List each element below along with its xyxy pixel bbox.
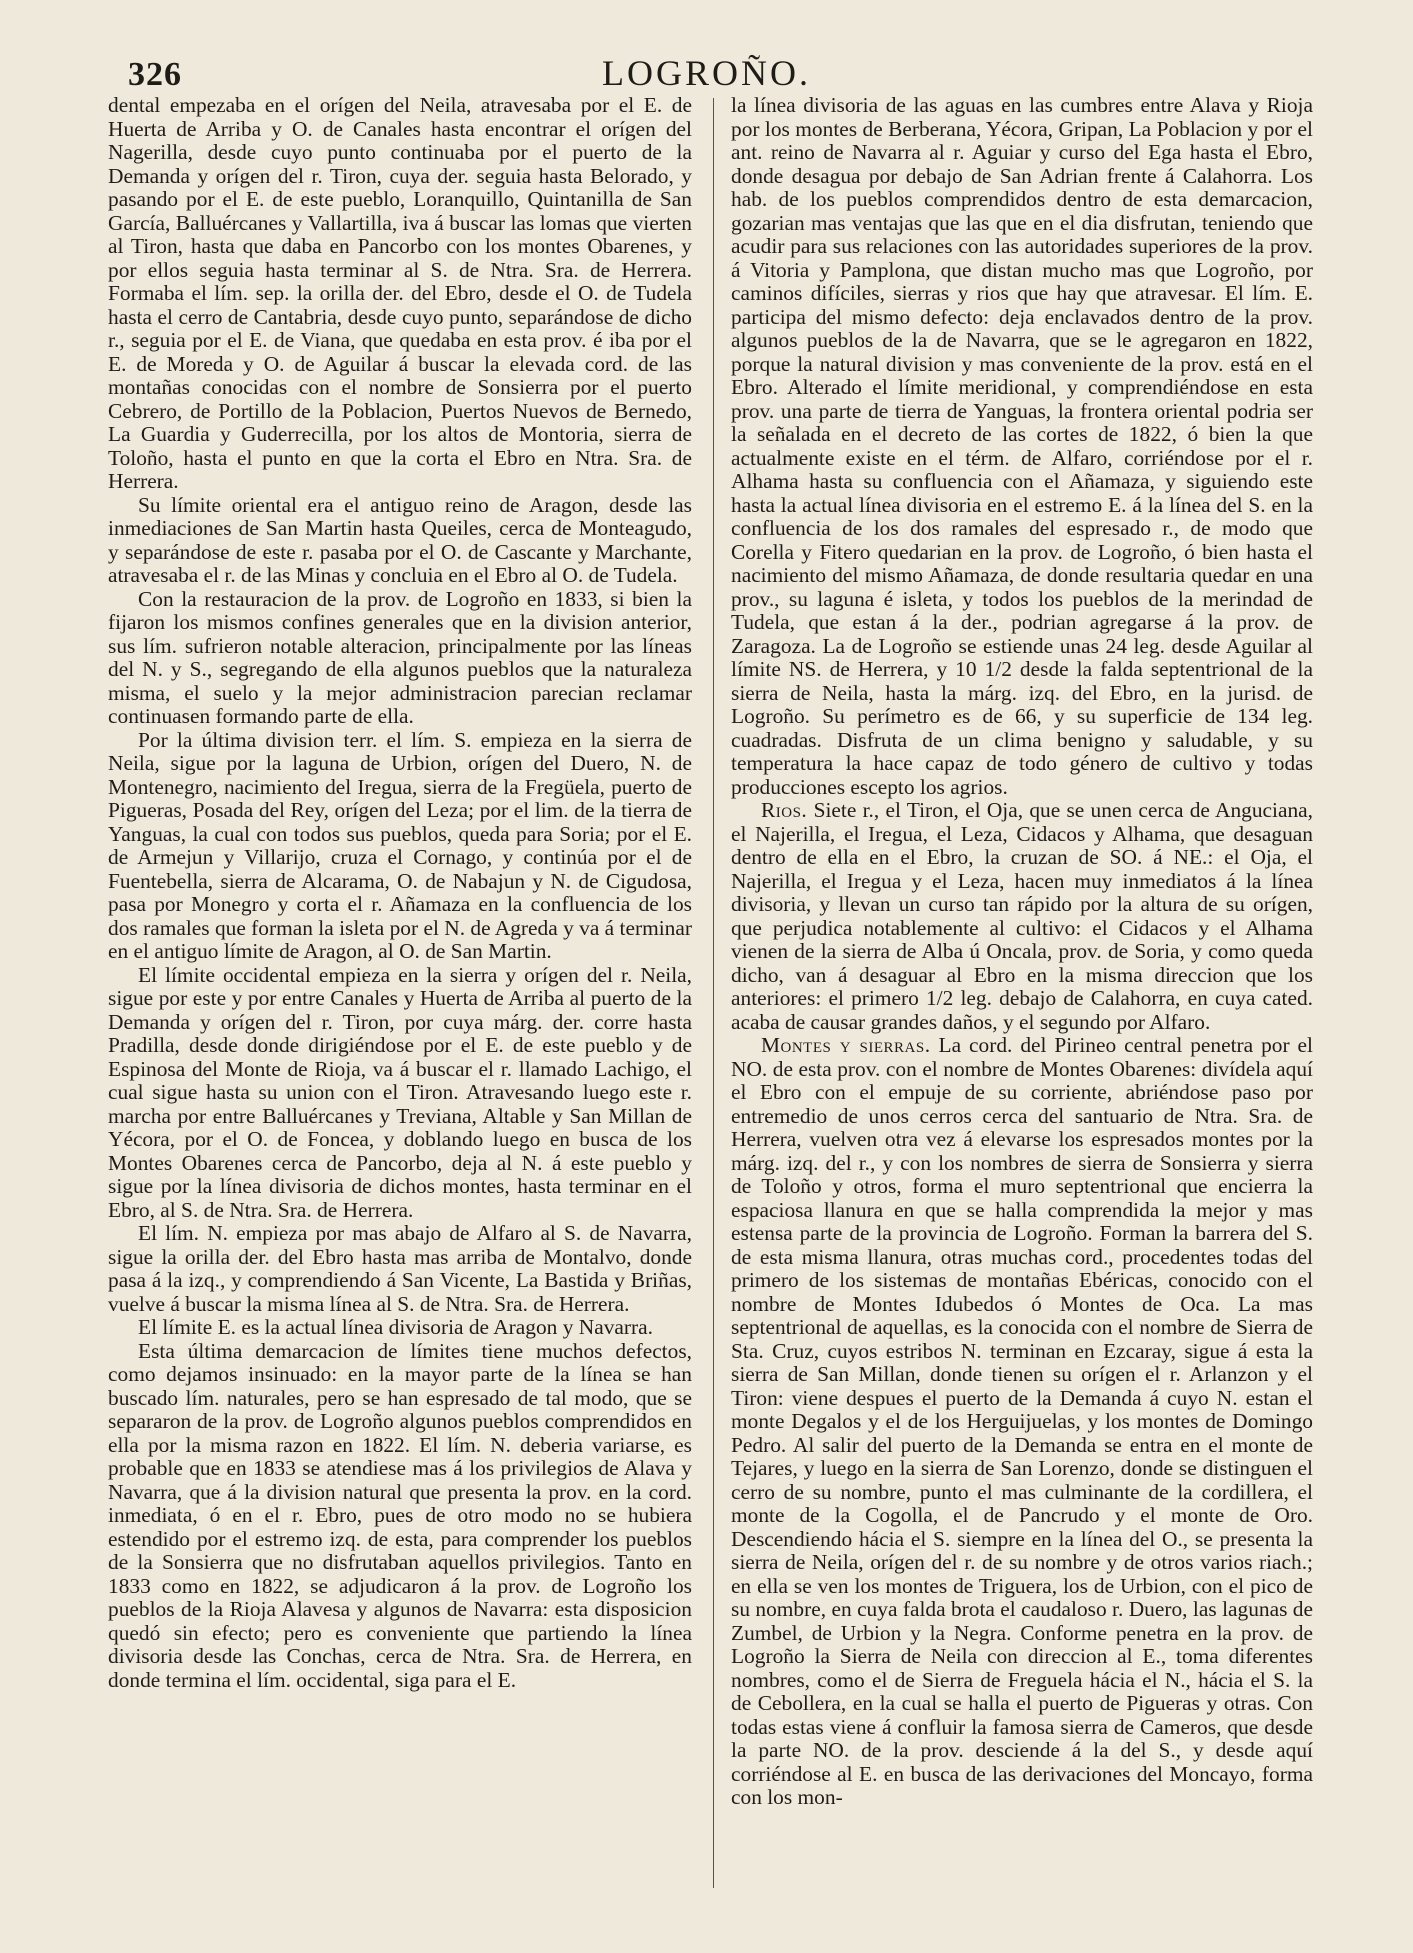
paragraph: dental empezaba en el orígen del Neila, atravesaba por el E. de Huerta de Arriba y O. de Canales hasta encontrar el orígen del Nagerilla, desde cuyo punto continuaba por el puerto de la Demanda y orígen del r. Tiron, cuya der. seguia hasta Belorado, y pasando por el E. de este pueblo, Loranquillo, Quintanilla de San García, Balluércanes y Vallartilla, iva á buscar las lomas que vierten al Tiron, hasta que daba en Pancorbo con los montes Obarenes, y por ellos seguia hasta terminar al S. de Ntra. Sra. de Herrera. Formaba el lím. sep. la orilla der. del Ebro, desde el O. de Tudela hasta el cerro de Cantabria, desde cuyo punto, separándose de dicho r., seguia por el E. de Viana, que quedaba en esta prov. é iba por el E. de Moreda y O. de Aguilar á buscar la elevada cord. de las montañas conocidas con el nombre de Sonsierra por el puerto Cebrero, de Portillo de la Poblacion, Puertos Nuevos de Bernedo, La Guardia y Guderrecilla, por los altos de Montoria, sierra de Toloño, hasta el punto en que la corta el Ebro en Ntra. Sra. de Herrera.: [108, 93, 692, 493]
running-title: LOGROÑO.: [602, 53, 811, 93]
page-number: 326: [128, 56, 182, 93]
paragraph: Por la última division terr. el lím. S. empieza en la sierra de Neila, sigue por la laguna de Urbion, orígen del Duero, N. de Montenegro, nacimiento del Iregua, sierra de la Fregüela, puerto de Pigueras, Posada del Rey, orígen del Leza; por el lim. de la tierra de Yanguas, la cual con todos sus pueblos, queda para Soria; por el E. de Armejun y Villarijo, cruza el Cornago, y continúa por el de Fuentebella, sierra de Alcarama, O. de Nabajun y N. de Cigudosa, pasa por Monegro y corta el r. Añamaza en la confluencia de los dos ramales que forman la isleta por el N. de Agreda y va á terminar en el antiguo límite de Aragon, al O. de San Martin.: [108, 727, 692, 963]
paragraph: Con la restauracion de la prov. de Logroño en 1833, si bien la fijaron los mismos confines generales que en la division anterior, sus lím. sufrieron notable alteracion, principalmente por las líneas del N. y S., segregando de ella algunos pueblos que la naturaleza misma, el suelo y la mejor administracion parecian reclamar continuasen formando parte de ella.: [108, 586, 692, 728]
paragraph: Su límite oriental era el antiguo reino de Aragon, desde las inmediaciones de San Martin hasta Queiles, cerca de Monteagudo, y separándose de este r. pasaba por el O. de Cascante y Marchante, atravesaba el r. de las Minas y concluia en el Ebro al O. de Tudela.: [108, 492, 692, 587]
section-lead: Rios.: [761, 798, 808, 822]
paragraph-text: Siete r., el Tiron, el Oja, que se unen cerca de Anguciana, el Najerilla, el Iregua, el Leza, Cidacos y Alhama, que desaguan dentro de ella en el Ebro, la cruzan de SO. á NE.: el Oja, el Najerilla, el Iregua y el Leza, hacen muy inmediatos á la línea divisoria, y llevan un curso tan rápido por la altura de su orígen, que perjudica notablemente al cultivo: el Cidacos y el Alhama vienen de la sierra de Alba ú Oncala, prov. de Soria, y como queda dicho, van á desaguar al Ebro en la misma direccion que los anteriores: el primero 1/2 leg. debajo de Calahorra, en cuya cated. acaba de causar grandes daños, y el segundo por Alfaro.: [731, 798, 1313, 1034]
paragraph-montes: [731, 1034, 1313, 1810]
section-lead: Montes y sierras.: [761, 1033, 931, 1057]
right-column: [731, 94, 1313, 1810]
paragraph: El límite E. es la actual línea divisoria de Aragon y Navarra.: [138, 1315, 653, 1339]
paragraph: El límite occidental empieza en la sierra y orígen del r. Neila, sigue por este y por entre Canales y Huerta de Arriba al puerto de la Demanda y orígen del r. Tiron, por cuya márg. der. corre hasta Pradilla, desde donde dirigiéndose por el E. de este pueblo y de Espinosa del Monte de Rioja, va á buscar el r. llamado Lachigo, el cual sigue hasta su union con el Tiron. Atravesando luego este r. marcha por entre Balluércanes y Treviana, Altable y San Millan de Yécora, por el O. de Foncea, y doblando luego en busca de los Montes Obarenes cerca de Pancorbo, deja al N. á este pueblo y sigue por la línea divisoria de dichos montes, hasta terminar en el Ebro, al S. de Ntra. Sra. de Herrera.: [108, 962, 692, 1222]
paragraph-text: La cord. del Pirineo central penetra por el NO. de esta prov. con el nombre de Montes Obarenes: divídela aquí el Ebro con el empuje de su corriente, abriéndose paso por entremedio de unos cerros cerca del santuario de Ntra. Sra. de Herrera, vuelven otra vez á elevarse los espresados montes por la márg. izq. del r., y con los nombres de sierra de Sonsierra y sierra de Toloño y otros, forma el muro septentrional que encierra la espaciosa llanura en que se halla comprendida la mejor y mas estensa parte de la provincia de Logroño. Forman la barrera del S. de esta misma llanura, otras muchas cord., procedentes todas del primero de los sistemas de montañas Ebéricas, conocido con el nombre de Montes Idubedos ó Montes de Oca. La mas septentrional de aquellas, es la conocida con el nombre de Sierra de Sta. Cruz, cuyos estribos N. terminan en Ezcaray, sigue á esta la sierra de San Millan, donde tienen su orígen el r. Arlanzon y el Tiron: viene despues el puerto de la Demanda á cuyo N. estan el monte Degalos y el de los Herguijuelas, y los montes de Domingo Pedro. Al salir del puerto de la Demanda se entra en el monte de Tejares, y luego en la sierra de San Lorenzo, donde se distinguen el cerro de su nombre, punto el mas culminante de la cordillera, el monte de la Cogolla, el de Pancrudo y el monte de Oro. Descendiendo hácia el S. siempre en la línea del O., se presenta la sierra de Neila, orígen del r. de su nombre y de otros varios riach.; en ella se ven los montes de Triguera, los de Urbion, con el pico de su nombre, en cuya falda brota el caudaloso r. Duero, las lagunas de Zumbel, de Urbion y la Negra. Conforme penetra en la prov. de Logroño la Sierra de Neila con direccion al E., toma diferentes nombres, como el de Sierra de Freguela hácia el N., hácia el S. la de Cebollera, en la cual se halla el puerto de Pigueras y otras. Con todas estas viene á confluir la famosa sierra de Cameros, que desde la parte NO. de la prov. desciende á la del S., y desde aquí corriéndose al E. en busca de las derivaciones del Moncayo, forma con los mon-: [731, 1033, 1313, 1809]
paragraph: la línea divisoria de las aguas en las cumbres entre Alava y Rioja por los montes de Berberana, Yécora, Gripan, La Poblacion y por el ant. reino de Navarra al r. Aguiar y curso del Ega hasta el Ebro, donde desagua por debajo de San Adrian frente á Calahorra. Los hab. de los pueblos comprendidos dentro de esta demarcacion, gozarian mas ventajas que las que en el dia disfrutan, teniendo que acudir para sus relaciones con las autoridades superiores de la prov. á Vitoria y Pamplona, que distan mucho mas que Logroño, por caminos difíciles, sierras y rios que hay que atravesar. El lím. E. participa del mismo defecto: deja enclavados dentro de la prov. algunos pueblos de la de Navarra, que se le agregaron en 1822, porque la natural division y mas conveniente de la prov. está en el Ebro. Alterado el límite meridional, y comprendiéndose en esta prov. una parte de tierra de Yanguas, la frontera oriental podria ser la señalada en el decreto de las cortes de 1822, ó bien la que actualmente existe en el térm. de Alfaro, corriéndose por el r. Alhama hasta su confluencia con el Añamaza, y siguiendo este hasta la actual línea divisoria en el estremo E. á la línea del S. en la confluencia de los dos ramales del espresado r., de modo que Corella y Fitero quedarian en la prov. de Logroño, ó bien hasta el nacimiento del mismo Añamaza, de donde resultaria quedar en una prov., su laguna é isleta, y todos los pueblos de la merindad de Tudela, que estan á la der., podrian agregarse á la prov. de Zaragoza. La de Logroño se estiende unas 24 leg. desde Aguilar al límite NS. de Herrera, y 10 1/2 desde la falda septentrional de la sierra de Neila, hasta la márg. izq. del Ebro, en la jurisd. de Logroño. Su perímetro es de 66, y su superficie de 134 leg. cuadradas. Disfruta de un clima benigno y saludable, y su temperatura la hace capaz de todo género de cultivo y todas producciones escepto los agrios.: [731, 93, 1313, 799]
column-divider: [713, 98, 714, 1888]
paragraph: El lím. N. empieza por mas abajo de Alfaro al S. de Navarra, sigue la orilla der. del Ebro hasta mas arriba de Montalvo, donde pasa á la izq., y comprendiendo á San Vicente, La Bastida y Briñas, vuelve á buscar la misma línea al S. de Ntra. Sra. de Herrera.: [108, 1221, 692, 1316]
left-column: [108, 94, 692, 1692]
paragraph-rios: [731, 799, 1313, 1034]
paragraph: Esta última demarcacion de límites tiene muchos defectos, como dejamos insinuado: en la mayor parte de la línea se han buscado lím. naturales, pero se han espresado de tal modo, que se separaron de la prov. de Logroño algunos pueblos comprendidos en ella por la misma razon en 1822. El lím. N. deberia variarse, es probable que en 1833 se atendiese mas á los privilegios de Alava y Navarra, que á la division natural que presenta la prov. en la cord. inmediata, ó en el r. Ebro, pues de otro modo no se hubiera estendido por el estremo izq. de esta, para comprender los pueblos de la Sonsierra que no disfrutaban aquellos privilegios. Tanto en 1833 como en 1822, se adjudicaron á la prov. de Logroño los pueblos de la Rioja Alavesa y algunos de Navarra: esta disposicion quedó sin efecto; pero es conveniente que partiendo la línea divisoria desde las Conchas, cerca de Ntra. Sra. de Herrera, en donde termina el lím. occidental, siga para el E.: [108, 1338, 692, 1692]
